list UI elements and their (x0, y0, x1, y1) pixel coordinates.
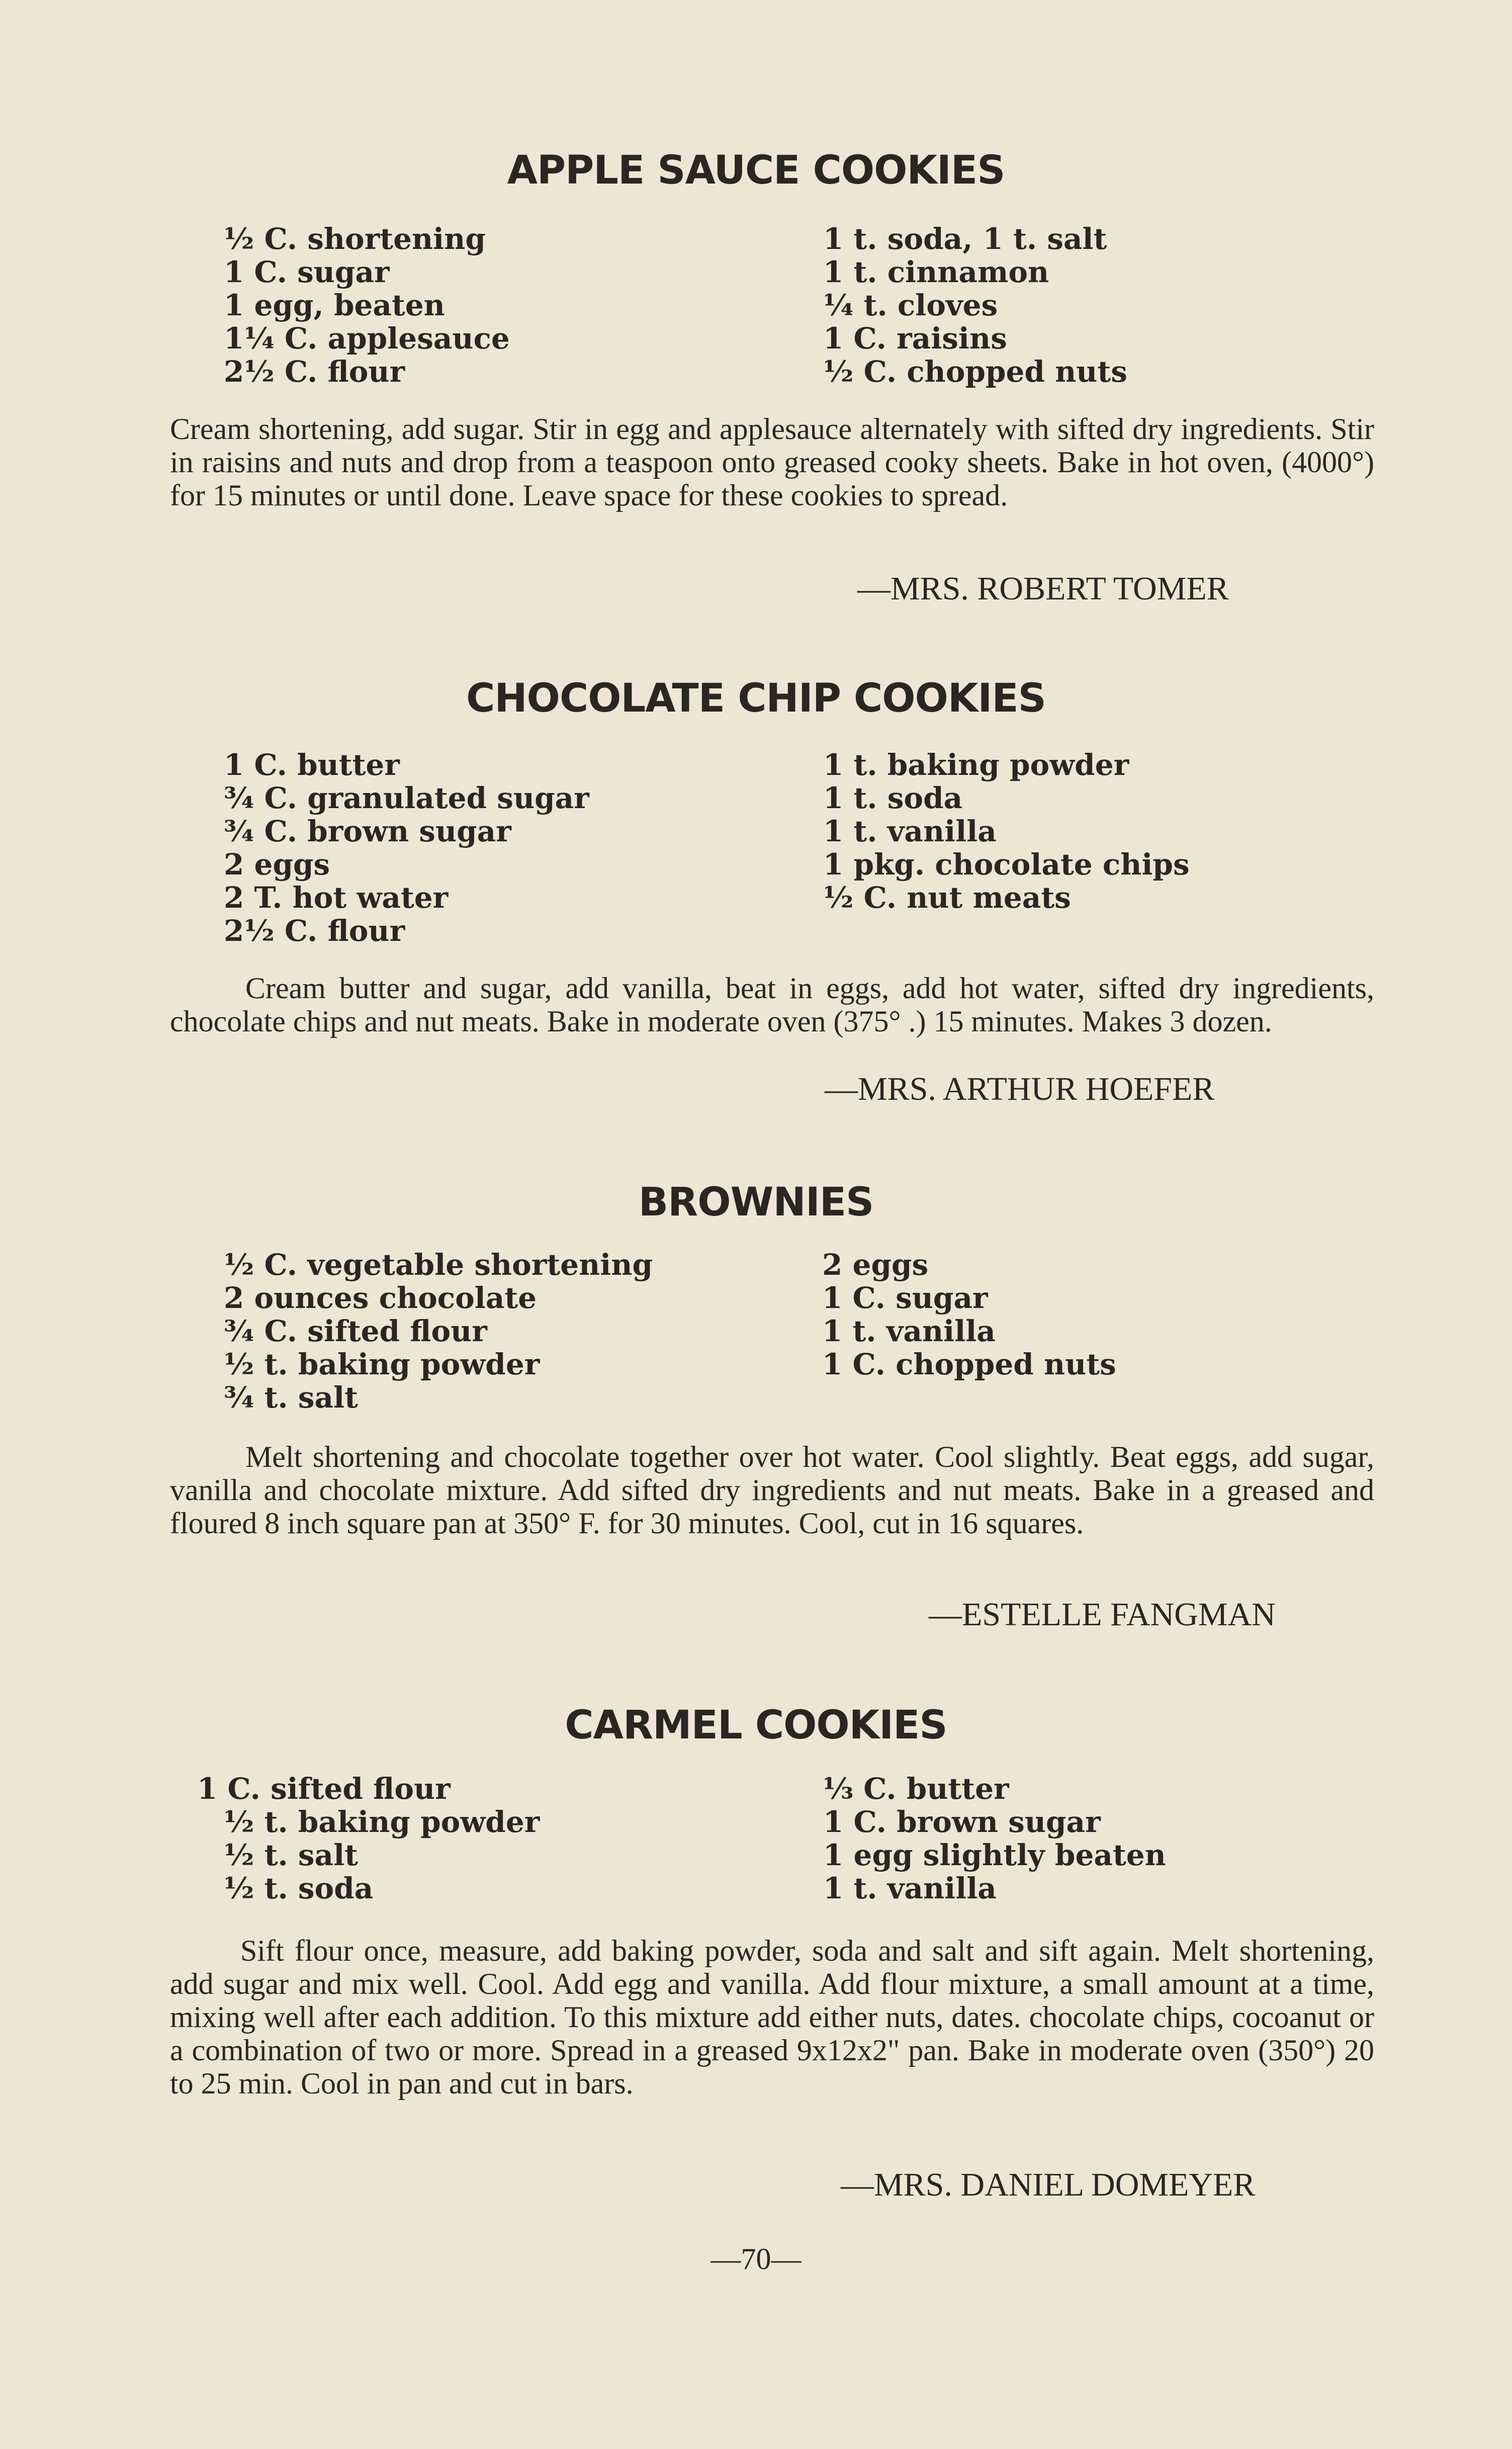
ingredient: 2 eggs (822, 1248, 929, 1282)
recipe-title: CARMEL COOKIES (565, 1703, 947, 1748)
ingredients-left (224, 1248, 653, 1414)
ingredient: ¾ C. brown sugar (224, 814, 511, 848)
ingredient: 1 t. soda (823, 781, 963, 815)
ingredient: ½ C. shortening (224, 222, 486, 256)
recipe-title: CHOCOLATE CHIP COOKIES (466, 676, 1046, 721)
recipe-title: APPLE SAUCE COOKIES (507, 148, 1005, 193)
recipe-attribution: —MRS. DANIEL DOMEYER (841, 2166, 1256, 2203)
ingredient: 1 egg, beaten (224, 288, 445, 322)
page-number: —70— (710, 2242, 802, 2276)
ingredient: 1 t. cinnamon (823, 255, 1049, 289)
ingredient: 1 pkg. chocolate chips (823, 847, 1190, 882)
ingredient: 1 C. butter (224, 748, 400, 782)
ingredient: 1 C. brown sugar (823, 1805, 1101, 1839)
ingredients-right (823, 748, 1190, 914)
ingredient: 2½ C. flour (224, 355, 405, 389)
ingredient: 2 ounces chocolate (224, 1281, 537, 1315)
ingredients-left (224, 748, 589, 947)
ingredient: 1 t. vanilla (823, 814, 997, 848)
ingredient: 1 t. soda, 1 t. salt (823, 222, 1107, 256)
ingredient: ¾ C. granulated sugar (224, 781, 589, 815)
recipe-title: BROWNIES (638, 1180, 874, 1225)
ingredient: ¾ C. sifted flour (224, 1314, 487, 1348)
ingredients-left (197, 1772, 540, 1905)
ingredient: 2 T. hot water (224, 881, 449, 915)
ingredient: 1 C. sifted flour (197, 1772, 451, 1806)
recipe-instructions: Sift flour once, measure, add baking powder, soda and salt and sift again. Melt shortening, add sugar and mix well. Cool. Add egg and vanilla. Add flour mixture, a small amount at a time, mixing well after each addition. To this mixture add either nuts, dates. chocolate chips, cocoanut or a combination of two or more. Spread in a greased 9x12x2" pan. Bake in moderate oven (350°) 20 to 25 min. Cool in pan and cut in bars. (170, 1934, 1374, 2100)
ingredient: 1 C. chopped nuts (822, 1347, 1116, 1381)
ingredient: ⅓ C. butter (823, 1772, 1009, 1806)
ingredient: ½ C. nut meats (823, 881, 1071, 915)
recipe-attribution: —MRS. ROBERT TOMER (857, 570, 1229, 607)
ingredient: ½ C. chopped nuts (823, 355, 1127, 389)
ingredient: 1 t. baking powder (823, 748, 1129, 782)
ingredient: ½ t. salt (224, 1838, 358, 1872)
ingredient: ½ C. vegetable shortening (224, 1248, 653, 1282)
ingredient: 1¼ C. applesauce (224, 321, 510, 356)
ingredient: 1 t. vanilla (823, 1871, 997, 1905)
ingredient: 1 C. raisins (823, 321, 1007, 356)
ingredient: ½ t. soda (224, 1871, 374, 1905)
recipe-attribution: —ESTELLE FANGMAN (929, 1596, 1276, 1633)
ingredient: ½ t. baking powder (224, 1347, 540, 1381)
ingredient: ¼ t. cloves (823, 288, 998, 322)
recipe-instructions: Melt shortening and chocolate together over hot water. Cool slightly. Beat eggs, add sugar, vanilla and chocolate mixture. Add sifted dry ingredients and nut meats. Bake in a greased and floured 8 inch square pan at 350° F. for 30 minutes. Cool, cut in 16 squares. (170, 1440, 1374, 1540)
recipe-attribution: —MRS. ARTHUR HOEFER (825, 1071, 1215, 1107)
ingredient: 1 C. sugar (822, 1281, 988, 1315)
ingredients-right (823, 222, 1127, 388)
ingredient: 2½ C. flour (224, 914, 405, 948)
ingredient: 1 t. vanilla (822, 1314, 996, 1348)
ingredients-right (823, 1772, 1166, 1905)
recipe-instructions: Cream shortening, add sugar. Stir in egg and applesauce alternately with sifted dry ingredients. Stir in raisins and nuts and drop from a teaspoon onto greased cooky sheets. Bake in hot oven, (4000°) for 15 minutes or until done. Leave space for these cookies to spread. (170, 412, 1374, 512)
ingredient: 1 C. sugar (224, 255, 390, 289)
ingredients-left (224, 222, 510, 388)
ingredient: ½ t. baking powder (224, 1805, 540, 1839)
ingredient: 1 egg slightly beaten (823, 1838, 1166, 1872)
ingredient: ¾ t. salt (224, 1380, 358, 1415)
recipe-instructions: Cream butter and sugar, add vanilla, beat in eggs, add hot water, sifted dry ingredients, chocolate chips and nut meats. Bake in moderate oven (375° .) 15 minutes. Makes 3 dozen. (170, 972, 1374, 1038)
ingredient: 2 eggs (224, 847, 330, 882)
ingredients-right (822, 1248, 1116, 1381)
